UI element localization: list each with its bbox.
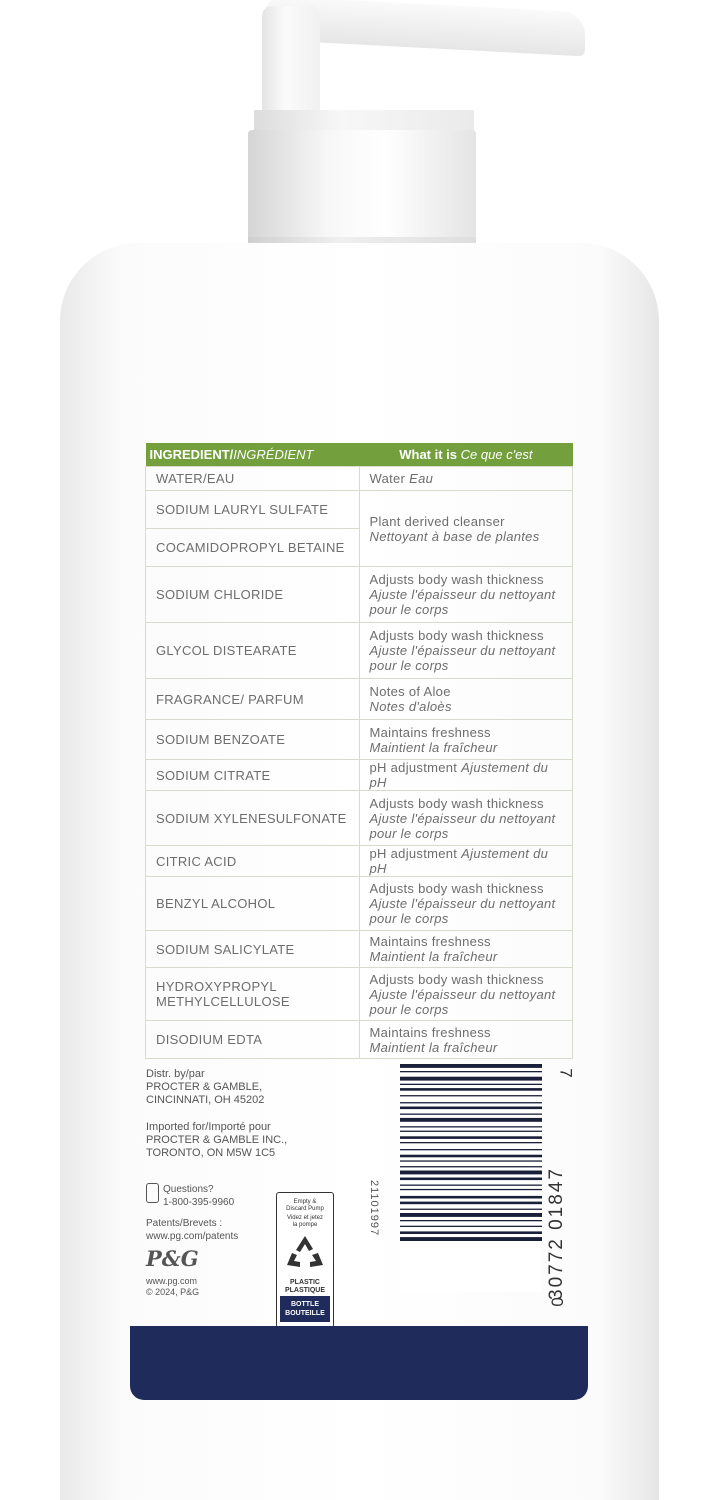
ingredient-function: Water Eau xyxy=(359,467,573,491)
ingredient-function: Adjusts body wash thickness Ajuste l'épaisseur du nettoyant pour le corps xyxy=(359,968,573,1021)
barcode-lead-digit: 0 xyxy=(547,1297,567,1307)
ingredient-name: SODIUM SALICYLATE xyxy=(146,931,360,968)
barcode-bar xyxy=(400,1095,542,1096)
ingredient-function: Maintains freshness Maintient la fraîcheur xyxy=(359,1021,573,1059)
table-row xyxy=(146,968,573,1021)
barcode-bar xyxy=(400,1064,542,1068)
ingredient-name: GLYCOL DISTEARATE xyxy=(146,623,360,679)
recycle-badge xyxy=(276,1192,334,1328)
ingredient-name: SODIUM CITRATE xyxy=(146,760,360,791)
barcode-bar xyxy=(400,1237,542,1241)
ingredient-function: Adjusts body wash thickness Ajuste l'épaisseur du nettoyant pour le corps xyxy=(359,791,573,846)
ingredient-name: BENZYL ALCOHOL xyxy=(146,877,360,931)
ingredient-name: DISODIUM EDTA xyxy=(146,1021,360,1059)
barcode-bar xyxy=(400,1160,542,1161)
ingredient-name: COCAMIDOPROPYL BETAINE xyxy=(146,529,360,567)
pump-head xyxy=(262,6,320,121)
ingredient-function: Maintains freshness Maintient la fraîcheur xyxy=(359,720,573,760)
ingredient-name: CITRIC ACID xyxy=(146,846,360,877)
contact-line: Questions? xyxy=(163,1184,214,1195)
barcode-bar xyxy=(400,1084,542,1085)
ingredient-table xyxy=(145,443,573,1059)
importer-line: PROCTER & GAMBLE INC., xyxy=(146,1134,288,1146)
importer-line: TORONTO, ON M5W 1C5 xyxy=(146,1147,276,1159)
ingredient-name: WATER/EAU xyxy=(146,467,360,491)
ingredient-name: HYDROXYPROPYL METHYLCELLULOSE xyxy=(146,968,360,1021)
ingredient-name: FRAGRANCE/ PARFUM xyxy=(146,679,360,720)
pg-logo: P&G xyxy=(146,1246,199,1271)
patents-info xyxy=(146,1217,238,1243)
ingredient-name: SODIUM LAURYL SULFATE xyxy=(146,491,360,529)
table-row xyxy=(146,1021,573,1059)
brand-info xyxy=(146,1276,199,1298)
patents-url: www.pg.com/patents xyxy=(146,1231,239,1242)
barcode-bar xyxy=(400,1231,542,1234)
barcode-trail-digit: 7 xyxy=(556,1068,576,1078)
ingredient-function: Adjusts body wash thickness Ajuste l'épaisseur du nettoyant pour le corps xyxy=(359,567,573,623)
plastic-label: PLASTIC PLASTIQUE xyxy=(284,1279,326,1294)
barcode-bar xyxy=(400,1126,542,1127)
phone-icon xyxy=(146,1183,159,1203)
ingredient-function: Adjusts body wash thickness Ajuste l'épaisseur du nettoyant pour le corps xyxy=(359,877,573,931)
distributor-line: PROCTER & GAMBLE, xyxy=(146,1081,263,1093)
contact-info xyxy=(163,1183,234,1209)
header-ingredient: INGREDIENT/INGRÉDIENT xyxy=(146,443,360,467)
copyright: © 2024, P&G xyxy=(146,1287,200,1297)
barcode-bar xyxy=(400,1178,542,1181)
ingredient-name: SODIUM CHLORIDE xyxy=(146,567,360,623)
barcode-bar xyxy=(400,1155,542,1158)
ingredient-function: Maintains freshness Maintient la fraîcheur xyxy=(359,931,573,968)
barcode-bar xyxy=(400,1071,542,1072)
importer-info xyxy=(146,1121,287,1160)
barcode-bar xyxy=(400,1102,542,1103)
brand-site: www.pg.com xyxy=(146,1276,198,1286)
barcode-bar xyxy=(400,1131,542,1132)
header-what-it-is: What it is Ce que c'est xyxy=(359,443,573,467)
lot-code: 21101997 xyxy=(368,1180,380,1237)
ingredient-table-header xyxy=(146,443,573,467)
distributor-line: Distr. by/par xyxy=(146,1068,205,1080)
contact-phone: 1-800-395-9960 xyxy=(163,1197,235,1208)
table-row xyxy=(146,846,573,877)
ingredient-function: Notes of Aloe Notes d'aloès xyxy=(359,679,573,720)
importer-line: Imported for/Importé pour xyxy=(146,1121,271,1133)
ingredient-name: SODIUM BENZOATE xyxy=(146,720,360,760)
navy-band xyxy=(130,1326,588,1400)
table-row xyxy=(146,877,573,931)
barcode-bar xyxy=(400,1149,542,1150)
barcode-bar xyxy=(400,1220,542,1221)
ingredient-name: SODIUM XYLENESULFONATE xyxy=(146,791,360,846)
bottle-collar xyxy=(248,130,476,248)
barcode-bar xyxy=(400,1118,542,1122)
barcode-bar xyxy=(400,1142,542,1143)
table-row xyxy=(146,567,573,623)
table-row xyxy=(146,760,573,791)
recycle-icon xyxy=(283,1233,327,1273)
pump-instructions: Empty & Discard Pump Videz et jetez la pompe xyxy=(286,1199,324,1228)
patents-line: Patents/Brevets : xyxy=(146,1218,223,1229)
barcode-bar xyxy=(400,1166,542,1167)
barcode-bar xyxy=(400,1114,542,1115)
barcode-bar xyxy=(400,1077,542,1081)
barcode-digits: 30772 01847 xyxy=(546,1167,567,1300)
ingredient-function: Plant derived cleanser Nettoyant à base de plantes xyxy=(359,491,573,567)
table-row xyxy=(146,931,573,968)
barcode-bar xyxy=(400,1213,542,1217)
table-row xyxy=(146,791,573,846)
barcode-bar xyxy=(400,1209,542,1210)
table-row xyxy=(146,623,573,679)
barcode-bar xyxy=(400,1088,542,1091)
barcode-bar xyxy=(400,1189,542,1190)
ingredient-function: Adjusts body wash thickness Ajuste l'épaisseur du nettoyant pour le corps xyxy=(359,623,573,679)
barcode-bar xyxy=(400,1171,542,1175)
bottle-label: BOTTLE BOUTEILLE xyxy=(280,1296,330,1322)
table-row xyxy=(146,467,573,491)
ingredient-function: pH adjustment Ajustement du pH xyxy=(359,760,573,791)
barcode-bar xyxy=(400,1107,542,1110)
ingredient-function: pH adjustment Ajustement du pH xyxy=(359,846,573,877)
table-row xyxy=(146,679,573,720)
table-row xyxy=(146,720,573,760)
distributor-info xyxy=(146,1068,264,1107)
barcode-bar xyxy=(400,1202,542,1205)
table-row xyxy=(146,491,573,529)
distributor-line: CINCINNATI, OH 45202 xyxy=(146,1094,265,1106)
barcode-bar xyxy=(400,1226,542,1227)
barcode-bar xyxy=(400,1196,542,1199)
barcode-bar xyxy=(400,1185,542,1186)
barcode-bar xyxy=(400,1136,542,1139)
barcode xyxy=(400,1062,542,1292)
